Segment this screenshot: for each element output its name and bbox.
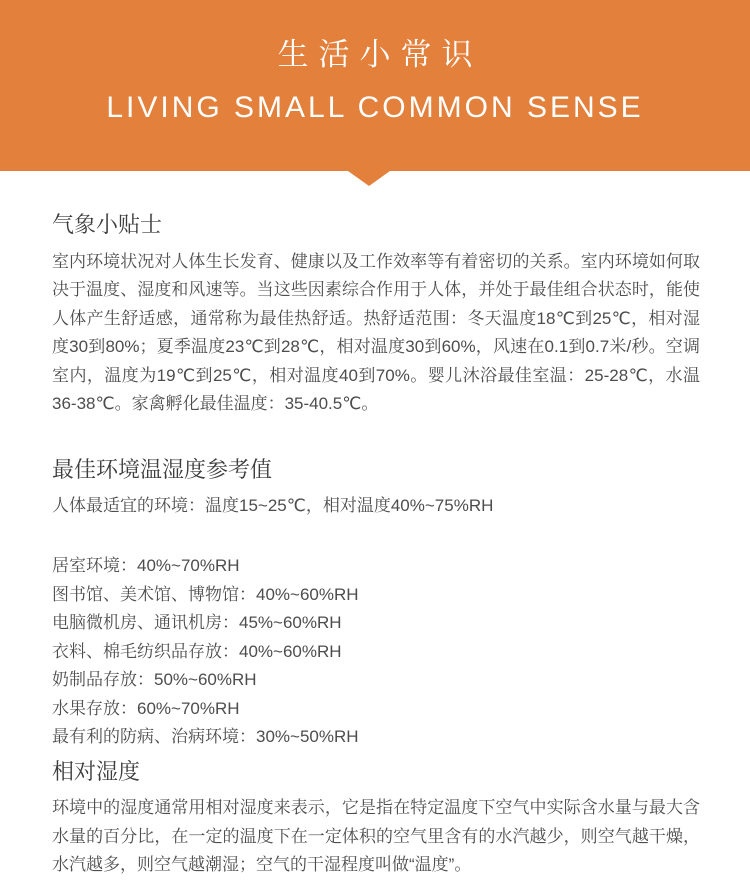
section-humidity-reference [52, 456, 700, 752]
banner-pointer-triangle [348, 171, 390, 186]
relative-humidity-paragraph: 环境中的湿度通常用相对湿度来表示，它是指在特定温度下空气中实际含水量与最大含水量的百分比，在一定的温度下在一定体积的空气里含有的水汽越少，则空气越干燥，水汽越多，则空气越潮湿；空气的干湿程度叫做“温度”。 [52, 798, 700, 875]
page-title: 生活小常识 [277, 37, 483, 72]
weather-tips-heading: 气象小贴士 [52, 212, 163, 237]
list-item-dairy-storage: 奶制品存放：50%~60%RH [52, 670, 257, 690]
list-item-library-museum: 图书馆、美术馆、博物馆：40%~60%RH [52, 584, 359, 604]
article-content [0, 211, 750, 880]
section-relative-humidity [52, 758, 700, 880]
list-item-living-room: 居室环境：40%~70%RH [52, 556, 240, 576]
section-weather-tips [52, 211, 700, 419]
humidity-reference-list [52, 552, 700, 752]
list-item-computer-room: 电脑微机房、通讯机房：45%~60%RH [52, 613, 342, 633]
list-item-fruit-storage: 水果存放：60%~70%RH [52, 698, 240, 718]
humidity-reference-heading: 最佳环境温湿度参考值 [52, 456, 273, 482]
weather-tips-paragraph: 室内环境状况对人体生长发育、健康以及工作效率等有着密切的关系。室内环境如何取决于温度、湿度和风速等。当这些因素综合作用于人体，并处于最佳组合状态时，能使人体产生舒适感，通常称为最佳热舒适。热舒适范围：冬天温度18℃到25℃，相对湿度30到80%；夏季温度23℃到28℃，相对温度30到60%，风速在0.1到0.7米/秒。空调室内，温度为19℃到25℃，相对温度40到70%。婴儿沐浴最佳室温：25-28℃，水温36-38℃。家禽孵化最佳温度：35-40.5℃。 [52, 251, 700, 414]
header-banner [0, 0, 750, 171]
list-item-disease-prevention: 最有利的防病、治病环境：30%~50%RH [52, 727, 359, 747]
humidity-reference-intro: 人体最适宜的环境：温度15~25℃，相对温度40%~75%RH [52, 496, 494, 516]
page-subtitle: LIVING SMALL COMMON SENSE [106, 90, 644, 124]
relative-humidity-heading: 相对湿度 [52, 758, 141, 784]
list-item-textile-storage: 衣料、棉毛纺织品存放：40%~60%RH [52, 641, 342, 661]
